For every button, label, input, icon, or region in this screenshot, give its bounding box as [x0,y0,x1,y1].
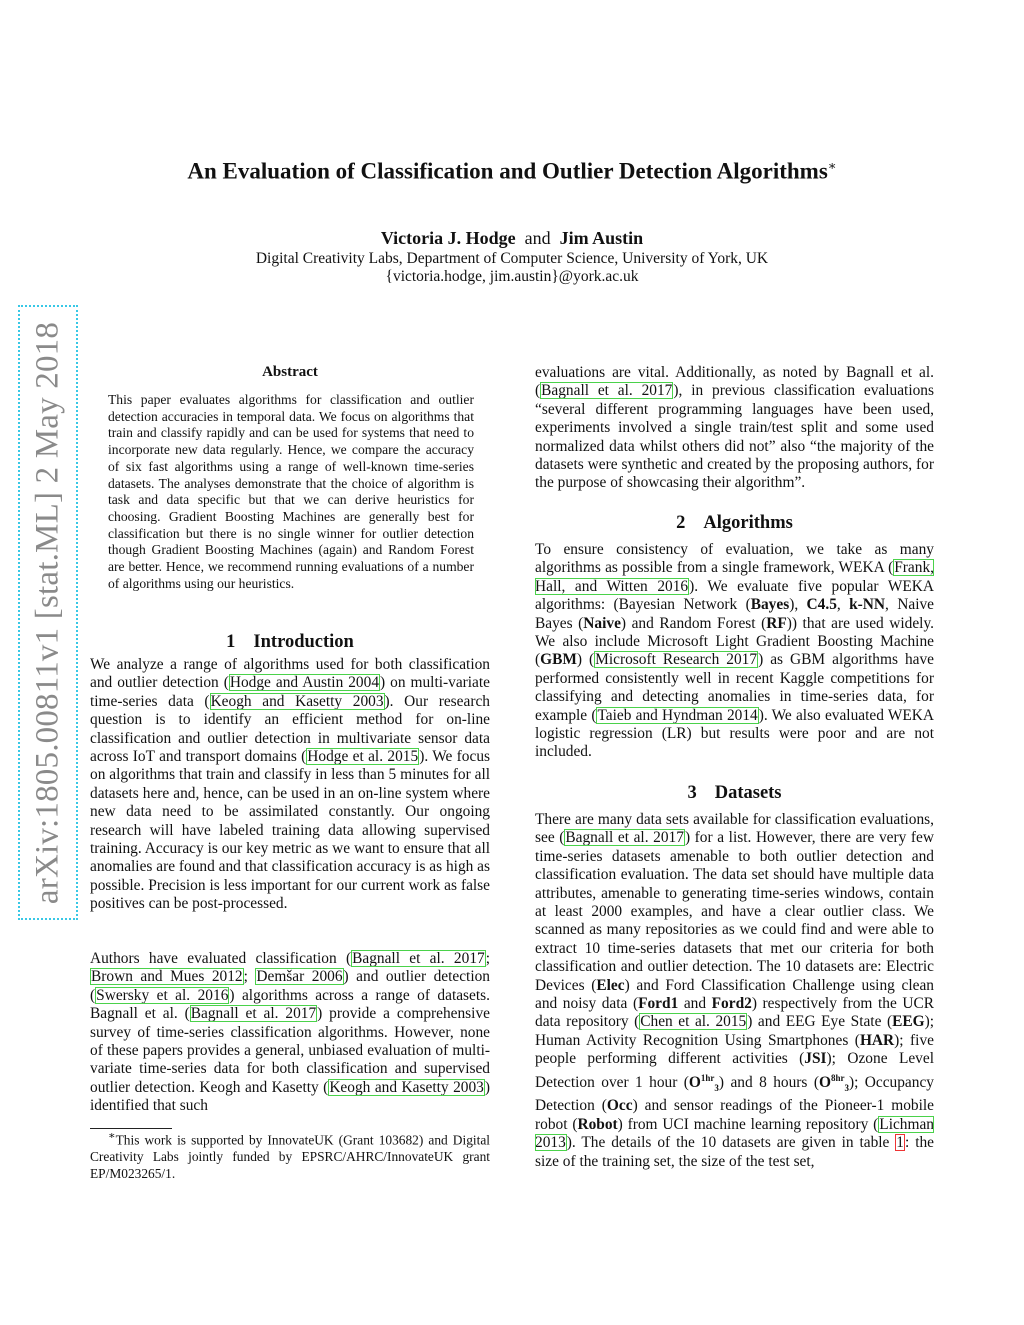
citation-link[interactable]: Bagnall et al. 2017 [352,950,485,967]
citation-link[interactable]: Taieb and Hyndman 2014 [597,706,758,724]
authors-and: and [524,228,551,248]
affiliation: Digital Creativity Labs, Department of Computer Science, University of York, UK [255,250,769,267]
authors [0,228,1024,249]
dataset-ozone-8hr: $O^{8hr}_3$ [818,1072,849,1093]
algorithms-paragraph: To ensure consistency of evaluation, we take as many algorithms as possible from a single framework, WEKA (Frank, Hall, and Witten 2016). We evaluate five popular WEKA algorithms: (Bayesian Network (Bayes), C4.5, k-NN, Naive Bayes (Naive) and Random Forest (RF)) that are used widely. We also include Microsoft Light Gradient Boosting Machine (GBM) (Microsoft Research 2017) as GBM algorithms have performed consistently well in recent Kaggle competitions for classifying and detecting anomalies in time-series data, for example (Taieb and Hyndman 2014). We also evaluated WEKA logistic regression (LR) but results were poor and are not included. [535,541,935,761]
title-footnote-mark: ∗ [827,158,837,173]
citation-link[interactable]: Frank, Hall, and Witten 2016 [535,559,934,595]
citation-link[interactable]: Swersky et al. 2016 [96,986,229,1004]
citation-link[interactable]: Bagnall et al. 2017 [565,829,684,847]
intro-paragraph-1: We analyze a range of algorithms used for both classification and outlier detection (Hodge and Austin 2004) on multi-variate time-series data (Keogh and Kasetty 2003). Our research question is to identify an efficient method for on-line classification and outlier detection in multivariate sensor data across IoT and transport domains (Hodge et al. 2015). We focus on algorithms that train and classify in less than 5 minutes for all datasets here and, hence, can be used in an on-line system where new data need to be assimilated constantly. Our ongoing research will have labeled training data allowing supervised training. Accuracy is our key metric as we want to ensure that all anomalies are found and that classification accuracy is as high as possible. Precision is less important for our current work as false positives can be post-processed. [90,656,491,913]
citation-link[interactable]: Lichman 2013 [535,1115,934,1152]
arxiv-stamp-text: arXiv:1805.00811v1 [stat.ML] 2 May 2018 [29,321,66,904]
author-hodge: Victoria J. Hodge [380,228,516,248]
dataset-ozone-1hr: $O^{1hr}_3$ [688,1072,719,1093]
right-column-paragraph: evaluations are vital. Additionally, as noted by Bagnall et al. (Bagnall et al. 2017), in previous classification evaluations “several different programming languages have been used, experiments involved a single train/test split and some used normalized data whilst others did not” also “the majority of the datasets were synthetic and created by the proposing authors, for the purpose of showcasing their algorithm”. [535,364,934,492]
intro-paragraph-2: Authors have evaluated classification (Bagnall et al. 2017; Brown and Mues 2012; Demšar 2006) and outlier detection (Swersky et al. 2016) algorithms across a range of datasets. Bagnall et al. (Bagnall et al. 2017) provide a comprehensive survey of time-series classification algorithms. However, none of these papers provides a general, unbiased evaluation of multi-variate time-series data for both classification and supervised outlier detection. Keogh and Kasetty (Keogh and Kasetty 2003) identified that such [90,950,490,1115]
arxiv-stamp[interactable] [18,305,78,920]
citation-link[interactable]: Keogh and Kasetty 2003 [329,1078,484,1096]
abstract-text: This paper evaluates algorithms for classification and outlier detection accuracies in temporal data. We focus on algorithms that train and classify rapidly and can be used for systems that need to incorporate new data regularly. Hence, we compare the accuracy of six fast algorithms using a range of well-known time-series datasets. The analyses demonstrate that the choice of algorithm is task and data specific but that we can derive heuristics for choosing. Gradient Boosting Machines are generally best for classification but there is no single winner for outlier detection though Gradient Boosting Machines (again) and Random Forest are better. Hence, we recommend running evaluations of a number of algorithms using our heuristics. [108,392,474,591]
author-emails: {victoria.hodge, jim.austin}@york.ac.uk [385,268,639,285]
footnote: ∗This work is supported by InnovateUK (Grant 103682) and Digital Creativity Labs jointly funded by EPSRC/AHRC/InnovateUK grant EP/M023265/1. [90,1130,490,1182]
table-reference-link[interactable]: 1 [896,1134,904,1152]
section-heading-algorithms: 2 Algorithms [676,513,793,533]
citation-link[interactable]: Brown and Mues 2012 [91,968,243,986]
citation-link[interactable]: Hodge et al. 2015 [307,748,419,766]
paper-title: An Evaluation of Classification and Outlier Detection Algorithms∗ [187,158,837,184]
section-heading-introduction: 1 Introduction [226,632,354,652]
citation-link[interactable]: Bagnall et al. 2017 [190,1005,317,1023]
citation-link[interactable]: Demšar 2006 [256,968,343,986]
author-austin: Jim Austin [559,228,644,248]
citation-link[interactable]: Hodge and Austin 2004 [229,674,380,692]
abstract-heading: Abstract [262,364,318,380]
datasets-paragraph: There are many data sets available for classification evaluations, see (Bagnall et al. 2017) for a list. However, there are very few time-series datasets amenable to both outlier detection and classification evaluation. The data set should have multiple data attributes, amenable to generating time-series windows, contain at least 2000 examples, and have a clear outlier class. We scanned as many repositories as we could find and were able to extract 10 time-series datasets that met our criteria for both classification and outlier detection. The 10 datasets are: Electric Devices (Elec) and Ford Classification Challenge using clean and noisy data (Ford1 and Ford2) respectively from the UCR data repository (Chen et al. 2015) and EEG Eye State (EEG); Human Activity Recognition Using Smartphones (HAR); five people performing different activities (JSI); Ozone Level Detection over 1 hour $(O^{1hr}_3)$ and 8 hours $(O^{8hr}_3)$; Occupancy Detection (Occ) and sensor readings of the Pioneer-1 mobile robot (Robot) from UCI machine learning repository (Lichman 2013). The details of the 10 datasets are given in table 1: the size of the training set, the size of the test set, [535,811,935,1170]
citation-link[interactable]: Microsoft Research 2017 [595,651,758,669]
citation-link[interactable]: Chen et al. 2015 [640,1013,747,1031]
citation-link[interactable]: Keogh and Kasetty 2003 [210,692,384,710]
section-heading-datasets: 3 Datasets [687,783,782,803]
citation-link[interactable]: Bagnall et al. 2017 [541,382,673,400]
